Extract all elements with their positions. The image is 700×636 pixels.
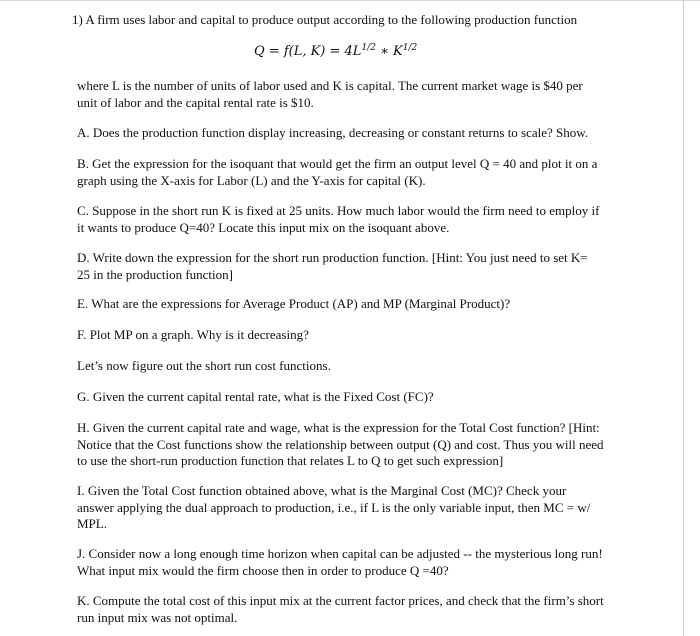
text-line: D. Write down the expression for the short run production function. [Hint: You just need to set K= [77,250,588,265]
question-k [77,593,677,626]
text-line: Let’s now figure out the short run cost functions. [77,358,331,373]
text-line: to use the short-run production function that relates L to Q to get such expression] [77,453,504,468]
question-e [77,296,677,313]
production-function-formula [254,40,417,60]
text-line: 25 in the production function] [77,266,233,282]
formula-mid: ∗ K [375,44,403,59]
text-line: run input mix was not optimal. [77,609,238,625]
text-line: F. Plot MP on a graph. Why is it decreasing? [77,327,309,342]
text-line: answer applying the dual approach to production, i.e., if L is the only variable input, then MC = w/ [77,499,591,515]
formula-lhs: Q = f(L, K) = 4L [254,44,362,59]
text-line: E. What are the expressions for Average Product (AP) and MP (Marginal Product)? [77,296,511,311]
section-intro-cost [77,358,677,375]
question-f [77,327,677,344]
question-i [77,483,677,533]
text-line: MPL. [77,516,107,531]
text-line: it wants to produce Q=40? Locate this input mix on the isoquant above. [77,219,450,235]
text-line: where L is the number of units of labor used and K is capital. The current market wage is $40 per [77,78,583,93]
text-line: J. Consider now a long enough time horizon when capital can be adjusted -- the mysterious long run! [77,546,603,561]
text-line: I. Given the Total Cost function obtained above, what is the Marginal Cost (MC)? Check your [77,483,567,498]
question-c [77,203,677,236]
text-line: Notice that the Cost functions show the relationship between output (Q) and cost. Thus you will need [77,436,604,452]
text-line: G. Given the current capital rental rate, what is the Fixed Cost (FC)? [77,389,434,404]
question-a [77,125,677,142]
question-g [77,389,677,406]
definitions-paragraph [77,78,677,111]
question-b [77,156,677,189]
text-line: What input mix would the firm choose then in order to produce Q =40? [77,562,449,578]
text-line: H. Given the current capital rate and wage, what is the expression for the Total Cost function? [Hint: [77,420,600,435]
question-d [77,250,677,283]
text-line: K. Compute the total cost of this input mix at the current factor prices, and check that the firm’s short [77,593,604,608]
problem-title [72,12,672,29]
question-j [77,546,677,579]
text-line: 1) A firm uses labor and capital to produce output according to the following production function [72,12,578,27]
text-line: B. Get the expression for the isoquant that would get the firm an output level Q = 40 and plot it on a [77,156,598,171]
formula-exponent-capital: 1/2 [402,43,418,53]
text-line: unit of labor and the capital rental rate is $10. [77,94,314,110]
text-line: C. Suppose in the short run K is fixed at 25 units. How much labor would the firm need to employ if [77,203,600,218]
question-h [77,420,677,470]
formula-exponent-labor: 1/2 [361,43,376,53]
text-line: A. Does the production function display increasing, decreasing or constant returns to scale? Show. [77,125,589,140]
text-line: graph using the X-axis for Labor (L) and the Y-axis for capital (K). [77,172,426,188]
